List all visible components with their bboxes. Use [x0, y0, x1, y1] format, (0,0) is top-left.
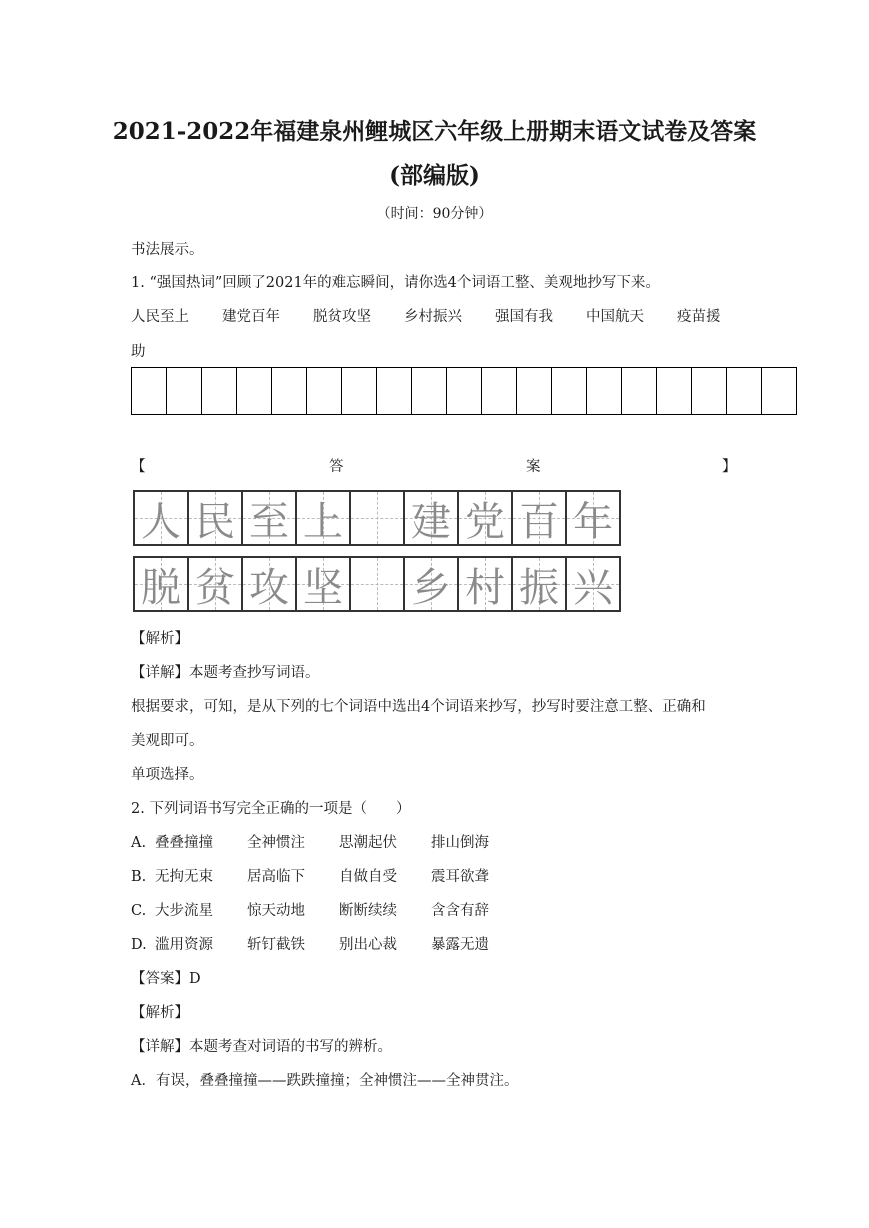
time-limit: （时间：90分钟） — [376, 206, 493, 222]
answer-char: 答 — [329, 459, 344, 475]
explanation-line-1: 根据要求，可知，是从下列的七个词语中选出4个词语来抄写，抄写时要注意工整、正确和 — [131, 699, 706, 715]
word-list — [131, 305, 721, 326]
option-b: B. 无拘无束 居高临下 自做自受 震耳欲聋 — [131, 869, 489, 885]
bracket-open: 【 — [131, 459, 146, 475]
option-d: D. 滥用资源 斩钉截铁 别出心裁 暴露无遗 — [131, 937, 489, 953]
question-2-text: 2. 下列词语书写完全正确的一项是（ ） — [131, 801, 411, 817]
option-c: C. 大步流星 惊天动地 断断续续 含含有辞 — [131, 903, 489, 919]
word: 建党百年 — [222, 309, 280, 325]
word: 脱贫攻坚 — [313, 309, 371, 325]
section-heading-calligraphy: 书法展示。 — [131, 242, 204, 258]
option-a: A. 叠叠撞撞 全神惯注 思潮起伏 排山倒海 — [131, 835, 489, 851]
answer-char: 案 — [526, 459, 541, 475]
analysis-heading: 【解析】 — [131, 1005, 189, 1021]
word: 人民至上 — [131, 309, 189, 325]
answer-text: 【答案】D — [131, 971, 201, 987]
writing-grid — [131, 367, 797, 415]
word: 乡村振兴 — [404, 309, 462, 325]
word: 中国航天 — [586, 309, 644, 325]
section-heading-choice: 单项选择。 — [131, 767, 204, 783]
option-a-note: A．有误，叠叠撞撞——跌跌撞撞；全神惯注——全神贯注。 — [131, 1073, 519, 1089]
page-title: 2021-2022年福建泉州鲤城区六年级上册期末语文试卷及答案(部编版) — [112, 118, 757, 189]
explanation-line-2: 美观即可。 — [131, 733, 204, 749]
answer-grid-row-1: 人 民 至 上 建 党 百 年 — [133, 490, 621, 546]
bracket-close: 】 — [722, 459, 737, 475]
analysis-heading: 【解析】 — [131, 631, 189, 647]
word: 疫苗援 — [677, 309, 721, 325]
detail-text: 【详解】本题考查对词语的书写的辨析。 — [131, 1039, 392, 1055]
question-1-text: 1. “强国热词”回顾了2021年的难忘瞬间，请你选4个词语工整、美观地抄写下来。 — [131, 275, 660, 291]
word-list-wrap: 助 — [131, 344, 146, 360]
detail-text: 【详解】本题考查抄写词语。 — [131, 665, 320, 681]
answer-grid-row-2: 脱 贫 攻 坚 乡 村 振 兴 — [133, 556, 621, 612]
word: 强国有我 — [495, 309, 553, 325]
